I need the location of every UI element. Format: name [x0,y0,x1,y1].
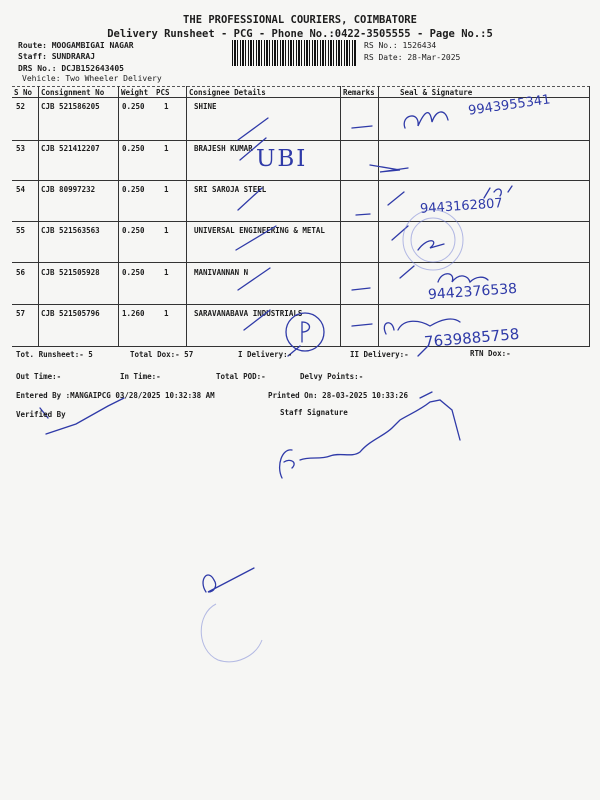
ii-delivery: II Delivery:- [350,350,409,359]
staff-signature-label: Staff Signature [280,408,348,417]
remark-scribble [370,165,408,172]
row-sno: 53 [16,144,26,153]
drs-number: DRS No.: DCJB152643405 [18,64,124,73]
signature-scribble [404,112,448,128]
col-header-consignee: Consignee Details [189,88,266,97]
tick-mark [388,192,404,205]
col-header-consignment: Consignment No [41,88,105,97]
out-time: Out Time:- [16,372,62,381]
row-consignment: CJB 80997232 [41,185,96,194]
row-weight: 1.260 [122,309,145,318]
row-consignee: UNIVERSAL ENGINEERING & METAL [194,226,325,235]
row-consignment: CJB 521505928 [41,268,100,277]
col-header-sno: S No [14,88,33,97]
row-divider [12,221,590,222]
column-divider [340,86,341,346]
row-sno: 55 [16,226,26,235]
printed-on: Printed On: 28-03-2025 10:33:26 [268,391,408,400]
table-bottom-border [12,346,590,347]
col-header-remarks: Remarks [343,88,375,97]
col-header-pcs: PCS [156,88,170,97]
total-dox: Total Dox:- 57 [130,350,194,359]
handwritten-note: UBI [256,146,308,172]
signature-scribble [384,319,460,334]
column-divider [378,86,379,346]
row-consignee: SARAVANABAVA INDUSTRIALS [194,309,303,318]
i-delivery: I Delivery:- [238,350,293,359]
row-consignment: CJB 521586205 [41,102,100,111]
remark-dash [352,126,372,128]
row-consignee: MANIVANNAN N [194,268,249,277]
column-divider [589,86,590,346]
row-weight: 0.250 [122,268,145,277]
table-top-border [12,86,590,87]
signature-scribble [438,274,488,282]
company-title: THE PROFESSIONAL COURIERS, COIMBATORE [183,14,417,26]
route-label: Route: MOOGAMBIGAI NAGAR [18,41,134,50]
tick-mark [400,266,414,278]
row-sno: 56 [16,268,26,277]
in-time: In Time:- [120,372,161,381]
row-sno: 57 [16,309,26,318]
header-divider [12,97,590,98]
row-pcs: 1 [164,226,169,235]
vehicle-label: Vehicle: Two Wheeler Delivery [22,74,162,83]
rs-date: RS Date: 28-Mar-2025 [364,53,461,62]
rtn-dox: RTN Dox:- [470,349,511,358]
row-weight: 0.250 [122,144,145,153]
rs-number: RS No.: 1526434 [364,41,437,50]
tick-mark [238,118,268,140]
remark-dash [352,324,372,326]
handwritten-phone: 9443162807 [419,196,504,217]
row-weight: 0.250 [122,185,145,194]
remark-dash [356,214,370,215]
staff-label: Staff: SUNDRARAJ [18,52,96,61]
row-pcs: 1 [164,102,169,111]
row-consignment: CJB 521412207 [41,144,100,153]
row-weight: 0.250 [122,226,145,235]
runsheet-subtitle: Delivery Runsheet - PCG - Phone No.:0422-3505555 - Page No.:5 [107,28,493,40]
row-consignee: SHINE [194,102,217,111]
column-divider [118,86,119,346]
handwritten-phone: 7639885758 [423,324,521,352]
row-pcs: 1 [164,144,169,153]
faint-stamp [201,604,262,662]
row-pcs: 1 [164,309,169,318]
row-weight: 0.250 [122,102,145,111]
column-divider [186,86,187,346]
seal-stamp [403,210,463,270]
seal-stamp-inner [411,218,455,262]
handwritten-phone: 9442376538 [427,280,518,304]
row-divider [12,140,590,141]
letter-mark [302,322,310,342]
entered-by: Entered By :MANGAIPCG 03/28/2025 10:32:38 AM [16,391,215,400]
row-consignment: CJB 521563563 [41,226,100,235]
ink-scribble [203,568,254,592]
col-header-weight: Weight [121,88,149,97]
signature-scribble [418,241,444,250]
row-consignee: BRAJESH KUMAR [194,144,253,153]
barcode [232,40,356,66]
row-sno: 52 [16,102,26,111]
row-consignee: SRI SAROJA STEEL [194,185,267,194]
row-pcs: 1 [164,268,169,277]
signature-scribble [484,186,512,198]
delvy-points: Delvy Points:- [300,372,364,381]
tot-runsheet: Tot. Runsheet:- 5 [16,350,93,359]
row-pcs: 1 [164,185,169,194]
remark-dash [352,288,370,290]
row-consignment: CJB 521505796 [41,309,100,318]
row-divider [12,180,590,181]
column-divider [38,86,39,346]
row-divider [12,262,590,263]
col-header-seal-signature: Seal & Signature [400,88,473,97]
row-divider [12,304,590,305]
handwritten-phone: 9943955341 [467,92,552,119]
tick-mark [392,226,408,240]
row-sno: 54 [16,185,26,194]
verified-by-label: Verified By [16,410,66,419]
total-pod: Total POD:- [216,372,266,381]
